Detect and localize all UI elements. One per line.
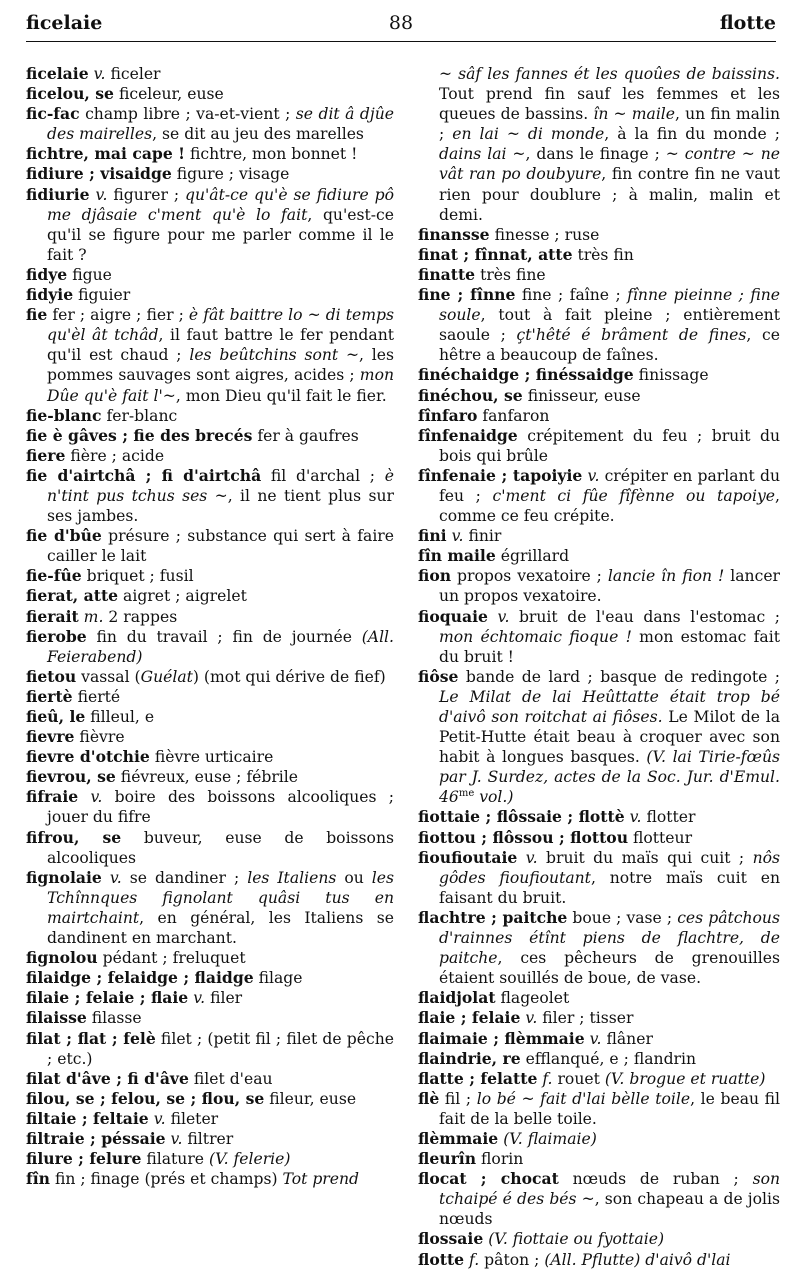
headword: fiottaie ; flôssaie ; flottè [418,807,625,827]
example-text: lo bé ~ fait d'lai bèlle toile [476,1089,691,1108]
dictionary-entry [418,466,780,526]
definition-text: fil ; [439,1089,477,1108]
definition-text: fierté [72,687,121,706]
headword: fine ; fînne [418,285,516,305]
grammar-label: v. [582,466,600,485]
headword: fînfaro [418,405,478,425]
headword: filat d'âve ; fi d'âve [26,1068,189,1088]
headword: fic-fac [26,104,80,124]
grammar-label: f. [537,1069,553,1088]
headword: finatte [418,264,476,284]
headword: fifraie [26,787,79,807]
definition-text: égrillard [495,547,570,566]
headword: fidyie [26,285,74,305]
headword: fleurîn [418,1149,477,1169]
page-header [26,12,776,42]
headword: fidye [26,264,68,284]
dictionary-entry [418,526,780,546]
headword: flè [418,1088,440,1108]
definition-text: ficeleur, euse [113,85,224,104]
definition-text: , mon Dieu qu'il fait le fier. [175,386,387,405]
dictionary-entry [418,426,780,466]
definition-text: fin du travail ; fin de journée [86,627,362,646]
dictionary-entry [418,245,780,265]
headword: fierobe [26,626,87,646]
dictionary-entry [26,1069,394,1089]
dictionary-entry [26,446,394,466]
definition-text: fiévreux, euse ; fébrile [115,768,298,787]
dictionary-entry [26,1169,394,1189]
dictionary-entry [26,305,394,405]
example-text: ~ contre ~ ne vât ran po doubyure [439,145,780,184]
definition-text: fine ; faîne ; [515,286,628,305]
definition-text: filature [141,1150,209,1169]
definition-text: , les pommes sauvages sont aigres, acides ; [47,346,395,385]
headword: flachtre ; paitche [418,907,568,927]
definition-text: fièvre urticaire [149,748,274,767]
definition-text: , dans le finage ; [525,145,666,164]
dictionary-entry [26,406,394,426]
dictionary-entry [26,787,394,827]
definition-text: finesse ; ruse [489,225,600,244]
definition-text: briquet ; fusil [81,567,194,586]
grammar-label: v. [487,607,510,626]
example-text: les beûtchins sont ~ [189,346,360,365]
dictionary-entry [418,406,780,426]
headword: filaidge ; felaidge ; flaidge [26,968,254,988]
headword: flatte ; felatte [418,1068,538,1088]
dictionary-entry [26,265,394,285]
definition-text: ficeler [105,65,161,83]
definition-text: , le beau fil fait de la belle toile. [439,1089,781,1128]
definition-text: flotteur [628,828,693,847]
superscript: me [458,788,475,800]
example-text: les Italiens [247,868,337,887]
grammar-label: v. [148,1109,166,1128]
headword: flotte [418,1249,465,1269]
headword: fie d'airtchâ ; fi d'airtchâ [26,465,262,485]
headword: fievre [26,727,75,747]
headword: fînfenaidge [418,425,518,445]
dictionary-entry [418,807,780,827]
definition-text: propos vexatoire ; [451,567,608,586]
headword: filaisse [26,1008,87,1028]
grammar-label: v. [624,808,642,827]
dictionary-entry [418,1229,780,1249]
definition-text: , son chapeau a de jolis nœuds [439,1190,780,1229]
example-text: (V. lai Tirie-fœûs par J. Surdez, actes de la Soc. Jur. d'Emul. 46 [439,748,780,807]
headword: fichtre, mai cape ! [26,144,186,164]
dictionary-entry [418,828,780,848]
headword: fietou [26,666,77,686]
example-text: son tchaipé é des bés ~ [439,1170,780,1209]
headword: fievrou, se [26,767,116,787]
headword: flèmmaie [418,1128,499,1148]
example-text: Guélat [140,667,193,686]
dictionary-entry [26,144,394,164]
grammar-label: v. [520,1009,538,1028]
definition-text: finir [463,527,502,546]
definition-text: filet d'eau [188,1069,273,1088]
definition-text: bruit du maïs qui cuit ; [537,848,753,867]
dictionary-entry [418,988,780,1008]
headword: ficelaie [26,64,89,83]
dictionary-entry [418,908,780,988]
dictionary-entry [26,426,394,446]
dictionary-entry [26,667,394,687]
dictionary-entry [26,1008,394,1028]
grammar-label: m. [78,607,104,626]
definition-text: ) (mot qui dérive de fief) [192,667,386,686]
definition-text: fil d'archal ; [261,466,385,485]
example-text: (V. felerie) [208,1150,291,1169]
definition-text: bande de lard ; basque de redingote ; [458,667,780,686]
dictionary-entry [418,848,780,908]
entry-continuation [418,64,780,225]
definition-text: aigret ; aigrelet [118,587,247,606]
definition-text: boire des boissons alcooliques ; jouer du fifre [47,788,394,827]
dictionary-entry [26,164,394,184]
grammar-label: v. [517,848,538,867]
dictionary-entry [26,104,394,144]
dictionary-entry [26,607,394,627]
grammar-label: v. [188,989,206,1008]
definition-text: , se dit au jeu des marelles [152,125,364,144]
definition-text: flâner [601,1029,653,1048]
grammar-label: f. [464,1250,480,1269]
headword: fiottou ; flôssou ; flottou [418,827,629,847]
example-text: ces pâtchous d'rainnes étînt piens de flachtre, de paitche [439,908,780,968]
dictionary-entry [26,868,394,948]
example-text: mon échtomaic fioque ! [439,627,632,646]
grammar-label: v. [101,868,122,887]
definition-text: fer à gaufres [252,426,359,445]
headword: fignolou [26,948,98,968]
dictionary-entry [418,1049,780,1069]
definition-text: fer-blanc [101,406,178,425]
definition-text: fièvre [74,728,125,747]
definition-text: , ce hêtre a beaucoup de faînes. [439,326,780,365]
definition-text: vassal ( [76,667,141,686]
headword: finéchaidge ; finéssaidge [418,365,634,385]
definition-text: fichtre, mon bonnet ! [185,145,358,164]
dictionary-entry [418,1129,780,1149]
dictionary-entry [418,1089,780,1129]
definition-text: ou [336,868,372,887]
definition-text: , à la fin du monde ; [604,125,780,144]
dictionary-entry [26,1129,394,1149]
example-text: fînne pieinne ; fine soule [439,286,780,325]
grammar-label: v. [446,527,464,546]
definition-text: très fin [572,245,634,264]
dictionary-entry [26,84,394,104]
definition-text: rouet [552,1069,605,1088]
definition-text: figuier [73,286,131,305]
definition-text: mon estomac fait du bruit ! [439,627,780,666]
definition-text: figure ; visage [171,165,290,184]
definition-text: Le Milot de la Petit-Hutte était beau à croquer avec son habit à longues basques. [439,708,780,767]
example-text: en lai ~ di monde [452,125,605,144]
example-text: (V. flaimaie) [503,1129,597,1148]
headword: fifrou, se [26,827,122,847]
headword: fie d'bûe [26,526,102,546]
headword: fidiure ; visaidge [26,164,172,184]
dictionary-entry [26,586,394,606]
definition-text: filasse [86,1009,142,1028]
grammar-label: v. [89,185,108,204]
dictionary-entry [418,566,780,606]
headword: fievre d'otchie [26,747,150,767]
definition-text: , il ne tient plus sur ses jambes. [47,486,394,526]
definition-text: flotter [641,808,696,827]
headword: flossaie [418,1229,484,1249]
dictionary-entry [26,185,394,265]
example-text: se dit â djûe des mairelles [47,105,394,144]
grammar-label: v. [584,1029,602,1048]
dictionary-entry [26,526,394,566]
dictionary-entry [26,747,394,767]
example-text: lancie în fion ! [607,567,725,586]
dictionary-entry [26,948,394,968]
dictionary-entry [26,988,394,1008]
example-text: nôs gôdes fioufioutant [439,848,781,887]
definition-text: , qu'est-ce qu'il se figure pour me parler comme il le fait ? [47,205,394,264]
dictionary-entry [418,285,780,365]
headword: flocat ; chocat [418,1169,559,1189]
headword: fini [418,526,447,546]
headword: fie-blanc [26,405,102,425]
example-text: în ~ maile [593,105,676,124]
definition-text: fin ; finage (prés et champs) [49,1170,283,1189]
definition-text: lancer un propos vexatoire. [439,567,781,606]
headword: filaie ; felaie ; flaie [26,988,189,1008]
definition-text: se dandiner ; [121,868,248,887]
definition-text: pédant ; freluquet [97,949,246,968]
definition-text: bruit de l'eau dans l'estomac ; [509,607,780,626]
headword: finansse [418,224,490,244]
dictionary-entry [26,285,394,305]
dictionary-entry [418,1250,780,1270]
headword: fioufioutaie [418,847,518,867]
example-text: (V. brogue et ruatte) [604,1069,766,1088]
definition-text: filleul, e [85,708,155,726]
headword: fieû, le [26,707,86,726]
dictionary-entry [26,767,394,787]
definition-text: présure ; substance qui sert à faire cailler le lait [47,527,394,566]
example-text: Le Milat de lai Heûttatte était trop bé d'aivô son roitchat ai fiôses. [439,687,780,726]
dictionary-entry [26,566,394,586]
running-head-left: ficelaie [26,12,103,34]
headword: fînfenaie ; tapoiyie [418,465,583,485]
dictionary-entry [26,1029,394,1069]
headword: fîn maile [418,546,496,566]
dictionary-entry [418,1069,780,1089]
headword: filure ; felure [26,1149,142,1169]
definition-text: finissage [633,366,709,385]
dictionary-entry [26,1089,394,1109]
definition-text: , en général, les Italiens se dandinent en marchant. [47,908,394,948]
example-text: (All. Pflutte) d'aivô d'lai [544,1250,731,1269]
dictionary-entry [26,707,394,727]
example-text: (All. Feierabend) [47,627,394,666]
definition-text: fileter [165,1109,219,1128]
headword: fioquaie [418,606,488,626]
headword: fie è gâves ; fie des brecés [26,425,253,445]
grammar-label: v. [165,1129,183,1148]
running-head-right: flotte [719,12,776,34]
example-text: mon Dûe qu'è fait l'~ [47,366,394,405]
definition-text: champ libre ; va-et-vient ; [79,105,296,124]
headword: fiere [26,445,66,465]
headword: fîn [26,1169,50,1189]
dictionary-entry [418,225,780,245]
example-text: (V. fiottaie ou fyottaie) [488,1230,665,1249]
headword: fierat, atte [26,586,119,606]
definition-text: Tout prend fin sauf les femmes et les queues de bassins. [439,85,780,124]
headword: flaie ; felaie [418,1008,521,1028]
headword: filat ; flat ; felè [26,1028,156,1048]
dictionary-entry [418,1149,780,1169]
definition-text: efflanqué, e ; flandrin [520,1049,697,1068]
headword: flaindrie, re [418,1048,521,1068]
dictionary-entry [26,828,394,868]
dictionary-entry [418,607,780,667]
example-text: è n'tint pus tchus ses ~ [47,466,394,505]
page-number: 88 [388,12,414,34]
headword: finat ; fînnat, atte [418,244,573,264]
dictionary-entry [418,546,780,566]
example-text: Tot prend [282,1170,360,1189]
definition-text: figurer ; [107,185,185,204]
definition-text: florin [476,1150,524,1169]
definition-text: , un fin malin ; [439,105,780,144]
definition-text: fileur, euse [264,1089,357,1108]
definition-text: crépitement du feu ; bruit du bois qui brûle [439,426,780,465]
example-text: les Tchînnques fignolant quâsi tus en mairtchaint [47,868,394,927]
headword: fignolaie [26,867,102,887]
headword: fierait [26,606,79,626]
headword: fiôse [418,666,459,686]
dictionary-entry [26,1109,394,1129]
headword: fie-fûe [26,566,82,586]
definition-text: figue [67,265,112,284]
definition-text: filer [205,989,243,1008]
header-rule [26,41,776,42]
headword: fidiurie [26,184,90,204]
definition-text: fanfaron [477,406,550,425]
definition-text: filtrer [182,1129,234,1148]
definition-text: finisseur, euse [522,386,641,405]
grammar-label: v. [78,788,103,807]
dictionary-entry [26,627,394,667]
definition-text: , comme ce feu crépite. [439,486,780,526]
example-text: çt'hêté é brâment de fines [516,326,747,345]
headword: flaidjolat [418,988,496,1008]
example-text: è fât baittre lo ~ di temps qu'èl ât tchâd [47,306,394,345]
example-text: dains lai ~ [439,145,526,164]
right-column [418,64,780,1270]
example-text: qu'ât-ce qu'è se fidiure pô me djâsaie c'ment qu'è lo fait [47,185,395,224]
dictionary-entry [418,1169,780,1229]
left-column [26,64,394,1189]
definition-text: très fine [475,265,546,284]
grammar-label: v. [88,65,106,83]
dictionary-entry [418,1008,780,1028]
definition-text: filage [253,969,303,988]
definition-text: filet ; (petit fil ; filet de pêche ; etc.) [47,1029,394,1068]
example-text: vol.) [474,788,514,807]
headword: filou, se ; felou, se ; flou, se [26,1088,265,1108]
dictionary-entry [418,1029,780,1049]
headword: filtraie ; péssaie [26,1128,166,1148]
definition-text: , il faut battre le fer pendant qu'il est chaud ; [47,326,394,365]
dictionary-entry [418,265,780,285]
headword: fion [418,566,452,586]
headword: filtaie ; feltaie [26,1108,149,1128]
dictionary-entry [418,365,780,385]
headword: flaimaie ; flèmmaie [418,1028,585,1048]
definition-text: crépiter en parlant du feu ; [439,466,780,505]
dictionary-entry [26,727,394,747]
dictionary-entry [26,968,394,988]
definition-text: fière ; acide [65,446,165,465]
headword: ficelou, se [26,84,114,104]
dictionary-entry [26,1149,394,1169]
definition-text: pâton ; [479,1250,545,1269]
example-text: ~ sâf les fannes ét les quoûes de baissins. [439,65,780,83]
definition-text: boue ; vase ; [567,908,678,927]
headword: finéchou, se [418,385,523,405]
definition-text: buveur, euse de boissons alcooliques [47,828,394,867]
definition-text: , ces pêcheurs de grenouilles étaient souillés de boue, de vase. [439,949,780,988]
dictionary-entry [26,64,394,84]
definition-text: filer ; tisser [537,1009,634,1028]
dictionary-entry [26,466,394,526]
dictionary-entry [418,667,780,808]
definition-text: , tout à fait pleine ; entièrement saoule ; [439,306,780,345]
dictionary-entry [26,687,394,707]
example-text: c'ment ci fûe fîfènne ou tapoiye [492,486,776,505]
definition-text: , notre maïs cuit en faisant du bruit. [439,868,780,907]
definition-text: fer ; aigre ; fier ; [47,306,189,325]
dictionary-entry [418,386,780,406]
definition-text: , fin contre fin ne vaut rien pour doublure ; à malin, malin et demi. [439,165,780,224]
headword: fiertè [26,686,73,706]
definition-text: nœuds de ruban ; [558,1170,753,1189]
definition-text: 2 rappes [103,607,178,626]
headword: fie [26,305,48,325]
definition-text: flageolet [495,989,570,1008]
